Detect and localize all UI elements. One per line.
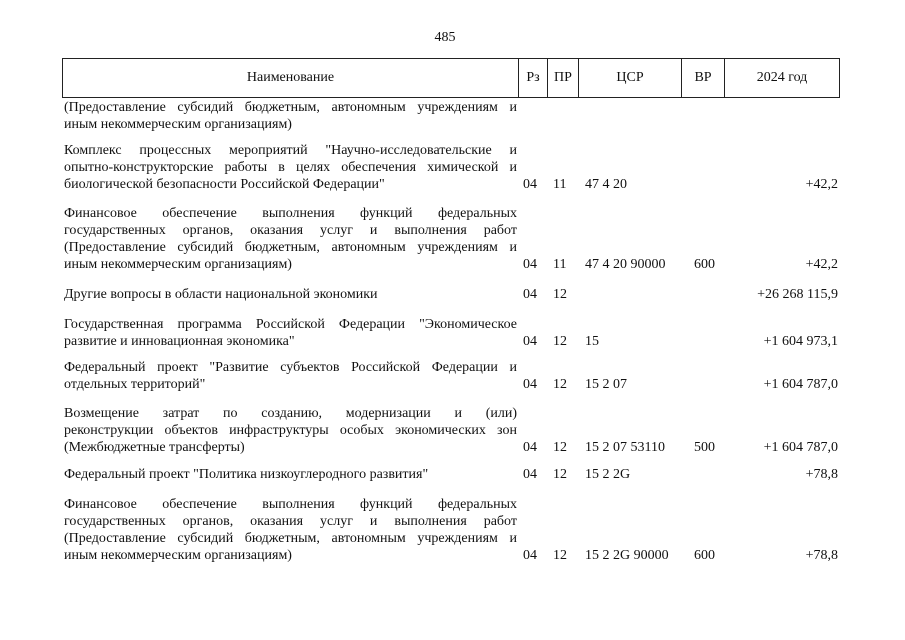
- header-pr: ПР: [548, 59, 579, 97]
- row-csr: 15 2 2G: [585, 467, 631, 482]
- row-name: [64, 316, 517, 350]
- row-csr: 47 4 20: [585, 177, 627, 192]
- row-amount: +42,2: [805, 257, 838, 272]
- row-name-line: Финансовое обеспечение выполнения функций федеральных: [64, 497, 517, 512]
- row-rz: 04: [523, 177, 537, 192]
- row-name-line: биологической безопасности Российской Федерации": [64, 177, 385, 192]
- table-header: [62, 58, 840, 98]
- row-pr: 12: [553, 334, 567, 349]
- row-rz: 04: [523, 548, 537, 563]
- row-rz: 04: [523, 287, 537, 302]
- row-name-line: Возмещение затрат по созданию, модернизации и (или): [64, 406, 517, 421]
- row-csr: 15 2 07: [585, 377, 627, 392]
- row-amount: +1 604 973,1: [763, 334, 838, 349]
- row-name-line: (Предоставление субсидий бюджетным, автономным учреждениям и: [64, 531, 517, 546]
- row-pr: 12: [553, 440, 567, 455]
- header-rz: Рз: [519, 59, 548, 97]
- row-name: [64, 205, 517, 273]
- row-name: [64, 99, 517, 133]
- row-amount: +1 604 787,0: [763, 377, 838, 392]
- header-year: 2024 год: [756, 70, 808, 85]
- row-name: [64, 466, 517, 483]
- row-name-line: (Межбюджетные трансферты): [64, 440, 245, 455]
- row-name-line: Федеральный проект "Политика низкоуглеродного развития": [64, 467, 429, 482]
- header-name: Наименование: [63, 59, 519, 97]
- row-name-line: Государственная программа Российской Федерации "Экономическое: [64, 317, 517, 332]
- row-name: [64, 286, 517, 303]
- row-vr: 600: [694, 548, 715, 563]
- row-name-line: отдельных территорий": [64, 377, 206, 392]
- row-name: [64, 405, 517, 456]
- row-name: [64, 359, 517, 393]
- row-name-line: Другие вопросы в области национальной экономики: [64, 287, 378, 302]
- header-csr: ЦСР: [579, 59, 682, 97]
- row-pr: 12: [553, 287, 567, 302]
- row-amount: +42,2: [805, 177, 838, 192]
- row-name-line: реконструкции объектов инфраструктуры особых экономических зон: [64, 423, 517, 438]
- row-amount: +78,8: [805, 467, 838, 482]
- row-pr: 12: [553, 467, 567, 482]
- row-name-line: Комплекс процессных мероприятий "Научно-исследовательские и: [64, 143, 517, 158]
- row-name-line: иным некоммерческим организациям): [64, 548, 292, 563]
- row-vr: 500: [694, 440, 715, 455]
- row-pr: 11: [553, 257, 567, 272]
- header-vr: ВР: [682, 59, 725, 97]
- row-pr: 12: [553, 548, 567, 563]
- row-name-line: государственных органов, оказания услуг и выполнения работ: [64, 514, 517, 529]
- row-name-line: (Предоставление субсидий бюджетным, автономным учреждениям и: [64, 240, 517, 255]
- row-name: [64, 142, 517, 193]
- row-amount: +26 268 115,9: [757, 287, 838, 302]
- row-rz: 04: [523, 467, 537, 482]
- row-rz: 04: [523, 334, 537, 349]
- row-name-line: государственных органов, оказания услуг и выполнения работ: [64, 223, 517, 238]
- row-vr: 600: [694, 257, 715, 272]
- row-name-line: иным некоммерческим организациям): [64, 257, 292, 272]
- row-pr: 11: [553, 177, 567, 192]
- row-amount: +78,8: [805, 548, 838, 563]
- row-csr: 15: [585, 334, 599, 349]
- page-number: 485: [434, 30, 456, 45]
- row-csr: 47 4 20 90000: [585, 257, 666, 272]
- row-name-line: Федеральный проект "Развитие субъектов Российской Федерации и: [64, 360, 517, 375]
- row-name: [64, 496, 517, 564]
- row-csr: 15 2 2G 90000: [585, 548, 669, 563]
- row-rz: 04: [523, 440, 537, 455]
- row-name-line: (Предоставление субсидий бюджетным, автономным учреждениям и: [64, 100, 517, 115]
- row-name-line: опытно-конструкторские работы в целях обеспечения химической и: [64, 160, 517, 175]
- row-rz: 04: [523, 377, 537, 392]
- row-amount: +1 604 787,0: [763, 440, 838, 455]
- row-csr: 15 2 07 53110: [585, 440, 665, 455]
- row-name-line: развитие и инновационная экономика": [64, 334, 295, 349]
- row-name-line: иным некоммерческим организациям): [64, 117, 292, 132]
- row-rz: 04: [523, 257, 537, 272]
- row-pr: 12: [553, 377, 567, 392]
- row-name-line: Финансовое обеспечение выполнения функций федеральных: [64, 206, 517, 221]
